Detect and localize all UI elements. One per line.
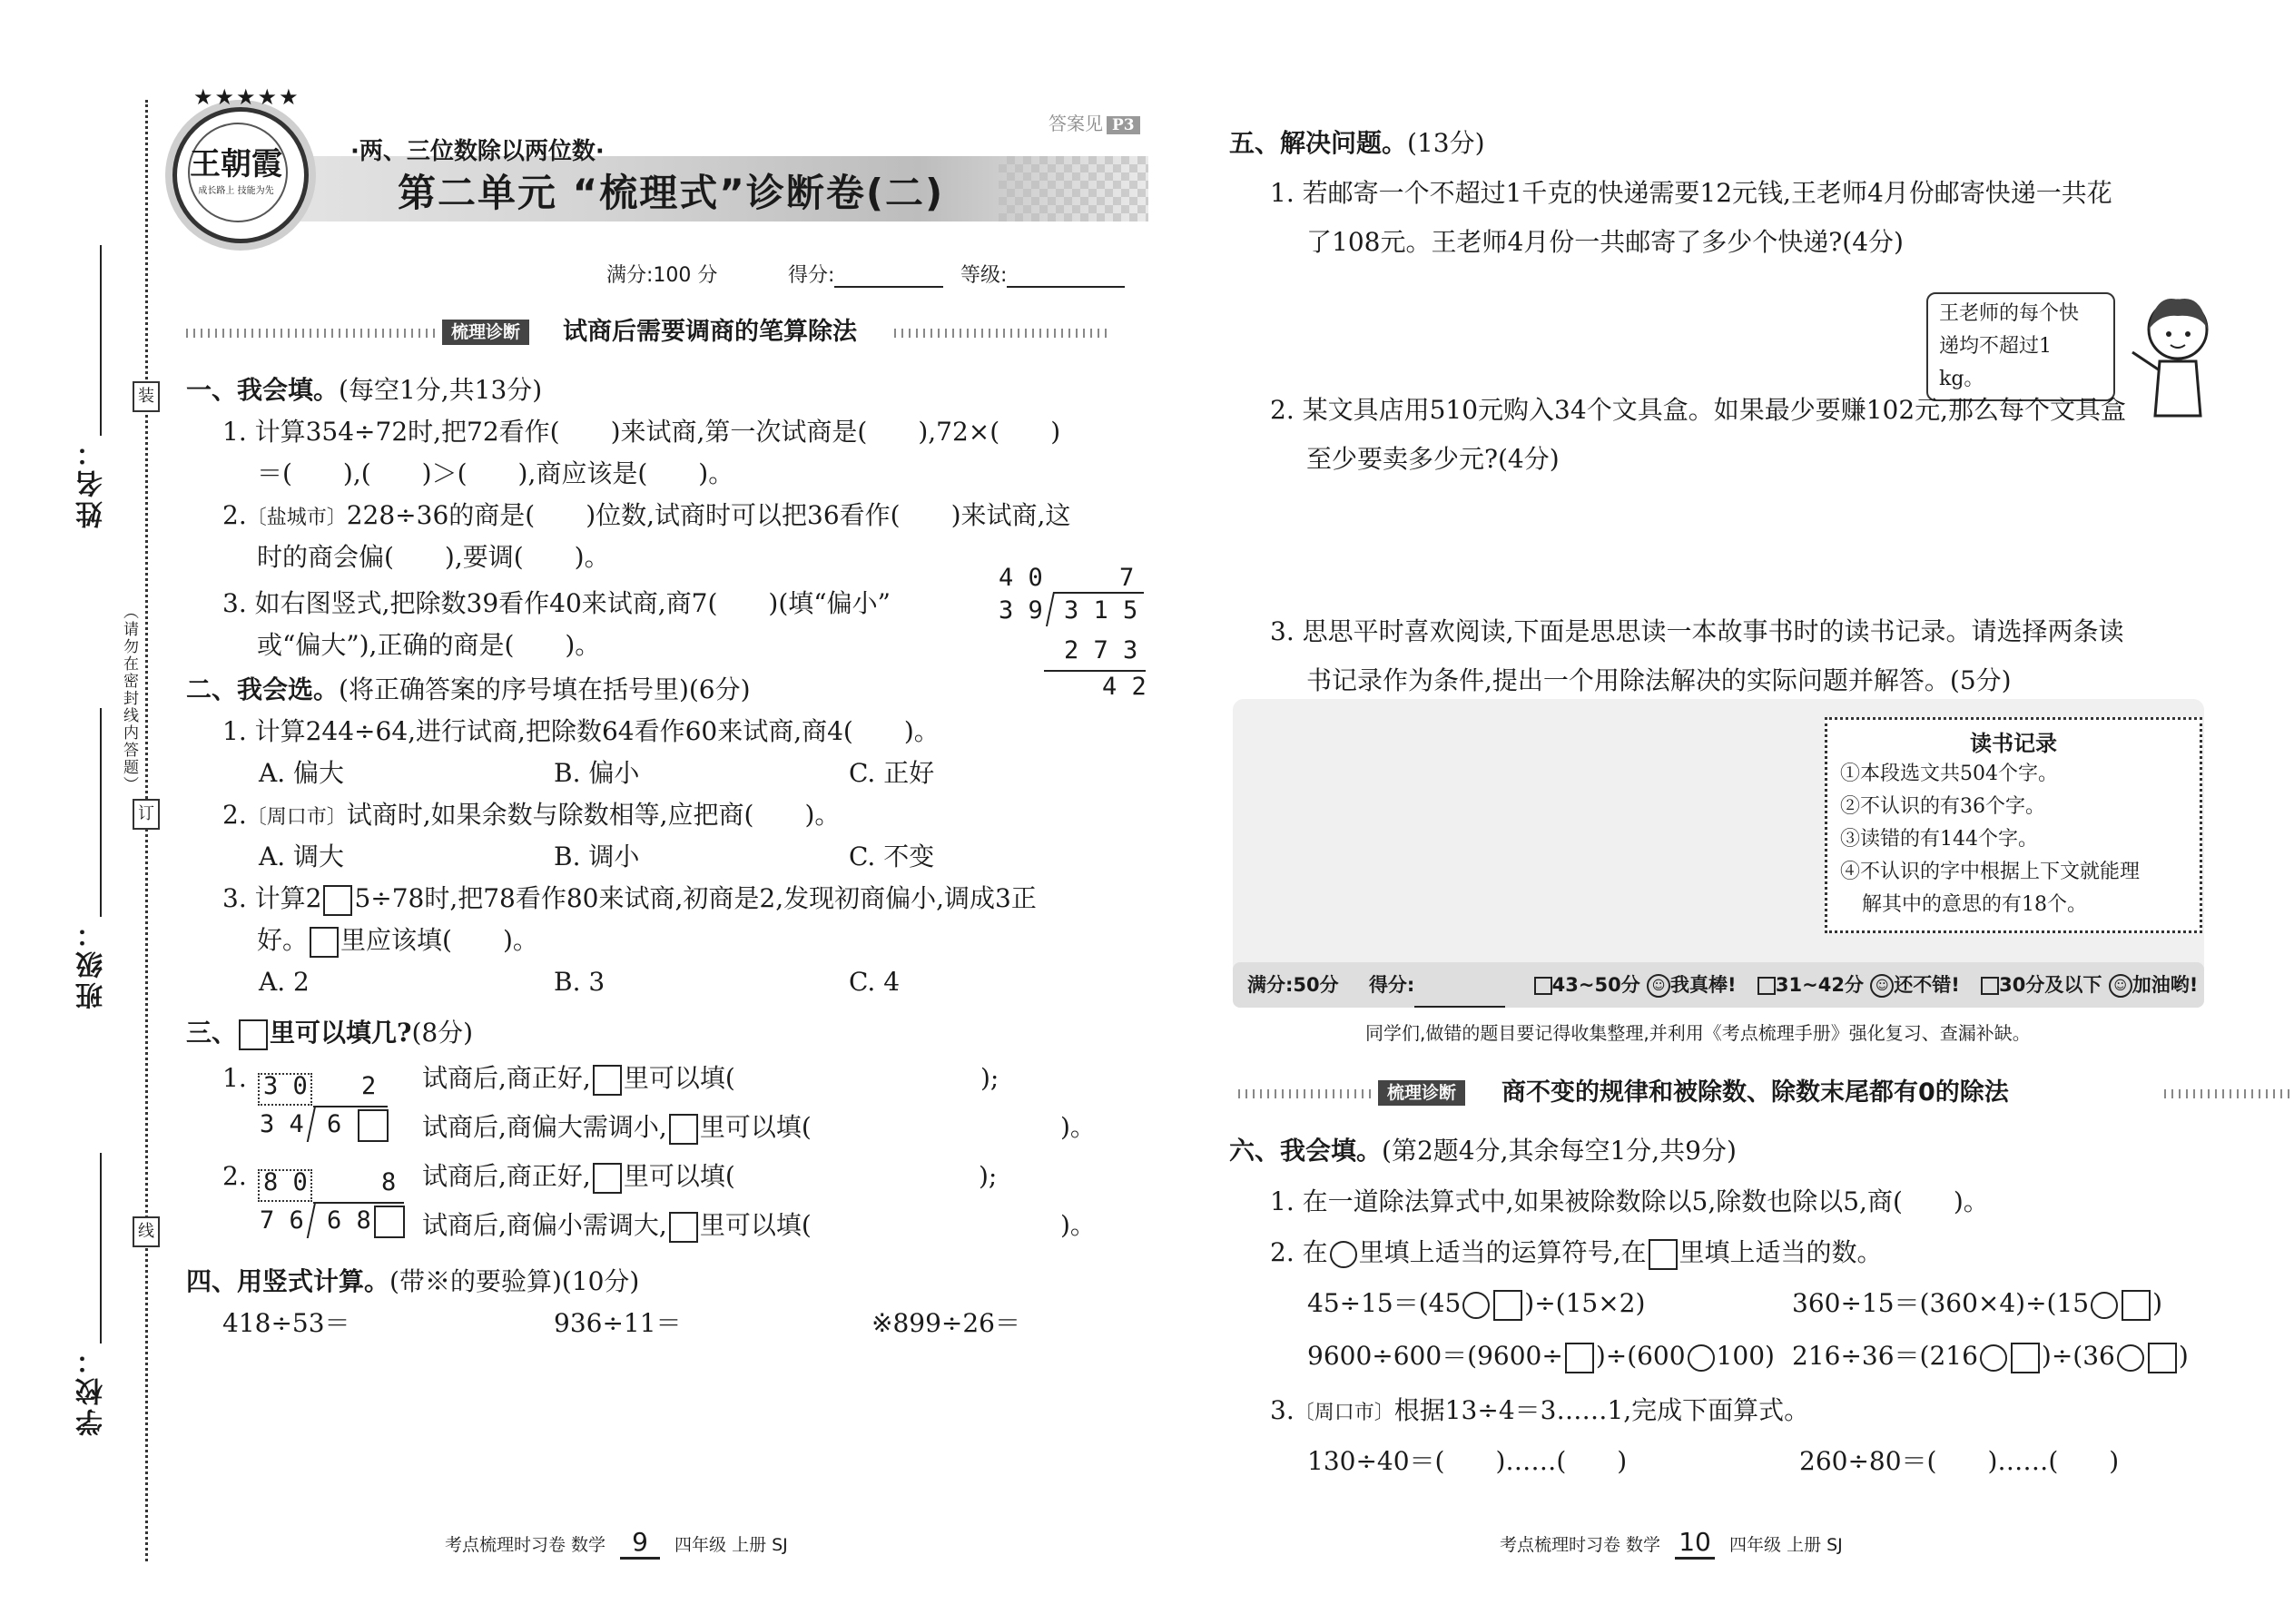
s2-q2-option-c[interactable]: C. 不变	[849, 842, 935, 871]
unit-subtitle: ·两、三位数除以两位数·	[350, 138, 605, 165]
eq-3: 9600÷600＝(9600÷ )÷(600 100)	[1307, 1338, 1775, 1374]
banner-tag: 梳理诊断	[442, 320, 529, 345]
self-score-bar: 满分:50分 得分: 43~50分 ☺ 我真棒! 31~42分 ☺ 还不错! 30分及以下 ☺ 加油哟!	[1233, 962, 2204, 1008]
s2-q3-option-b[interactable]: B. 3	[554, 967, 605, 997]
review-tip: 同学们,做错的题目要记得收集整理,并利用《考点梳理手册》强化复习、查漏补缺。	[1365, 1022, 2031, 1044]
number-box[interactable]	[1493, 1290, 1522, 1321]
page-number: 10	[1675, 1527, 1715, 1560]
record-title: 读书记录	[1970, 731, 2057, 756]
record-item: ①本段选文共504个字。	[1840, 763, 2058, 785]
s2-q1-option-c[interactable]: C. 正好	[849, 758, 935, 788]
s3-q1-trial: 3 0	[263, 1072, 308, 1100]
s1-q2-line2: 时的商会偏( ),要调( )。	[257, 542, 610, 572]
s3-q1-line1: 试商后,商正好, 里可以填(	[422, 1060, 735, 1097]
s5-q2-line2: 至少要卖多少元?(4分)	[1306, 444, 1560, 474]
banner-title: 商不变的规律和被除数、除数末尾都有0的除法	[1501, 1078, 2009, 1107]
s2-q2-option-b[interactable]: B. 调小	[554, 842, 640, 871]
record-item: 解其中的意思的有18个。	[1862, 893, 2087, 916]
full-score: 满分:100 分	[606, 264, 718, 287]
s5-q3-line2: 书记录作为条件,提出一个用除法解决的实际问题并解答。(5分)	[1306, 665, 2012, 695]
eq-1: 45÷15＝(45 )÷(15×2)	[1307, 1285, 1645, 1322]
blank-box	[1649, 1239, 1678, 1270]
section-1-heading: 一、我会填。(每空1分,共13分)	[186, 375, 543, 405]
seal-tab-zhuang: 装	[133, 381, 160, 412]
s5-q3-line1: 3. 思思平时喜欢阅读,下面是思思读一本故事书时的读书记录。请选择两条读	[1270, 616, 2124, 646]
calc-item-1: 418÷53＝	[222, 1308, 350, 1338]
school-field[interactable]	[100, 1153, 102, 1343]
s2-q3-option-a[interactable]: A. 2	[259, 967, 310, 997]
s6-q1: 1. 在一道除法算式中,如果被除数除以5,除数也除以5,商( )。	[1270, 1186, 1989, 1216]
ld-quotient: 7	[1119, 564, 1135, 592]
s3-q1-quotient: 2	[361, 1072, 377, 1100]
s1-q3-line1: 3. 如右图竖式,把除数39看作40来试商,商7( )(填“偏小”	[222, 588, 891, 618]
left-page: 装 订 线 （请勿在密封线内答题） 姓名： 班级： 学校： ★★★★★ 王朝霞 成长路上 技能为先 ·两、三位数除以两位数· 第二单元 “梳理式”诊断卷(二) 答案见 P3 满分:100 分 得分: 等级: 梳理诊断 试商后需要调商的笔算除法 一、我会填。(每空1分,共13分) 1. 计算354÷72时,把72看作( )来试商,第一次试商是( ),72×( ) ＝( ),( )＞( ),商应该是( )。 2.〔盐城市〕228÷36的商是( )位数,试商时可以把36看作( )来试商,这 时的商会偏( ),要调( )。 3. 如右图竖式,把除数39看作40来试商,商7( )(填“偏小” 或“偏大”),正确的商是( )。 4 0 7 3 9 3 1 5 2 7 3 4 2 二、我会选。(将正确答案的序号填在括号里)(6分) 1. 计算244÷64,进行试商,把除数64看作60来试商,商4( )。 A. 偏大 B. 偏小 C. 正好 2.〔周口市〕试商时,如果余数与除数相等,应把商( )。 A. 调大 B. 调小 C. 不变 3. 计算2 5÷78时,把78看作80来试商,初商是2,发现初商偏小,调成3正 好。 里应该填( )。 A. 2 B. 3 C. 4 三、 里可以填几?(8分) 1. 3 0 2 3 4 6 试商后,商正好, 里可以填( ); 试商后,商偏大需调小, 里可以填( )。 2. 8 0 8 7 6 6 8 试商后,商正好, 里可以填( ); 试商后,商偏小需调大, 里可以填( )。 四、用竖式计算。(带※的要验算)(10分) 418÷53＝ 936÷11＝ ※899÷26＝ 考点梳理时习卷 数学 9 四年级 上册 SJ	[0, 0, 1147, 1624]
score-field[interactable]: 得分:	[788, 260, 943, 288]
s3-q1-number: 1.	[222, 1063, 247, 1093]
eq-2: 360÷15＝(360×4)÷(15 )	[1792, 1285, 2162, 1322]
s2-q3-option-c[interactable]: C. 4	[849, 967, 901, 997]
answer-reference: 答案见 P3	[1049, 109, 1140, 135]
section-banner	[186, 316, 1148, 349]
s3-q2-dividend: 6 8	[327, 1206, 371, 1235]
calc-item-3: ※899÷26＝	[871, 1308, 1020, 1338]
smile-icon: ☺	[1870, 974, 1894, 998]
calc-item-2: 936÷11＝	[554, 1308, 682, 1338]
s2-q2: 2.〔周口市〕试商时,如果余数与除数相等,应把商( )。	[222, 800, 841, 830]
s6-q3: 3.〔周口市〕根据13÷4＝3……1,完成下面算式。	[1270, 1395, 1810, 1425]
school-label: 学校：	[76, 1343, 108, 1436]
seal-note: （请勿在密封线内答题）	[120, 604, 138, 793]
s6-q3-eq2: 260÷80＝( )……( )	[1799, 1446, 2120, 1476]
banner-tag: 梳理诊断	[1378, 1080, 1465, 1106]
ld-dividend: 3 1 5	[1064, 596, 1138, 625]
operator-circle[interactable]	[2117, 1344, 2144, 1372]
blank-box[interactable]	[323, 885, 352, 916]
record-list	[1840, 758, 2140, 921]
header-pattern	[999, 156, 1148, 221]
seal-line	[145, 100, 148, 1561]
s1-q1-line2: ＝( ),( )＞( ),商应该是( )。	[257, 458, 734, 488]
number-box[interactable]	[2148, 1343, 2177, 1373]
section-5-heading: 五、解决问题。(13分)	[1229, 128, 1485, 158]
s2-q1-option-b[interactable]: B. 偏小	[554, 758, 640, 788]
number-box[interactable]	[2122, 1290, 2151, 1321]
ld-bracket	[1046, 592, 1055, 626]
s2-q3-line1: 3. 计算2 5÷78时,把78看作80来试商,初商是2,发现初商偏小,调成3正	[222, 881, 1037, 917]
name-label: 姓名：	[76, 436, 108, 528]
s2-q1-option-a[interactable]: A. 偏大	[259, 758, 345, 788]
section-banner-2	[1238, 1077, 2191, 1109]
name-field[interactable]	[100, 245, 102, 436]
s2-q1: 1. 计算244÷64,进行试商,把除数64看作60来试商,商4( )。	[222, 716, 940, 746]
s6-q3-eq1: 130÷40＝( )……( )	[1307, 1446, 1628, 1476]
checkbox[interactable]	[1981, 977, 1999, 995]
s3-q2-number: 2.	[222, 1161, 247, 1191]
footer-right: 考点梳理时习卷 数学 10 四年级 上册 SJ	[1500, 1527, 1843, 1560]
s3-q2-divisor: 7 6	[260, 1206, 304, 1235]
s6-q2: 2. 在 里填上适当的运算符号,在 里填上适当的数。	[1270, 1235, 1883, 1271]
page-title: 第二单元 “梳理式”诊断卷(二)	[398, 171, 945, 215]
smile-icon: ☺	[1647, 974, 1670, 998]
ld-product: 2 7 3	[1064, 636, 1138, 664]
section-4-heading: 四、用竖式计算。(带※的要验算)(10分)	[186, 1266, 640, 1296]
blank-box	[593, 1163, 622, 1194]
stars-icon: ★★★★★	[193, 84, 300, 110]
s3-q1-divisor: 3 4	[260, 1110, 304, 1138]
s5-q1-line1: 1. 若邮寄一个不超过1千克的快递需要12元钱,王老师4月份邮寄快递一共花	[1270, 178, 2112, 208]
blank-box	[669, 1212, 698, 1243]
footer-left: 考点梳理时习卷 数学 9 四年级 上册 SJ	[445, 1527, 788, 1560]
operator-circle[interactable]	[2091, 1292, 2118, 1319]
s3-q1-dividend: 6	[327, 1110, 342, 1138]
smile-icon: ☺	[2109, 974, 2132, 998]
operator-circle[interactable]	[1980, 1344, 2007, 1372]
s1-q1-line1: 1. 计算354÷72时,把72看作( )来试商,第一次试商是( ),72×( )	[222, 417, 1061, 447]
record-item: ②不认识的有36个字。	[1840, 795, 2045, 818]
reading-record-card	[1825, 717, 2202, 933]
right-page	[1147, 0, 2294, 1624]
grade-field[interactable]: 等级:	[960, 260, 1125, 288]
checkbox[interactable]	[1534, 977, 1552, 995]
circle-blank	[1330, 1241, 1357, 1268]
ld-divisor: 3 9	[999, 596, 1043, 625]
eq-4: 216÷36＝(216 )÷(36 )	[1792, 1338, 2189, 1374]
record-item: ④不认识的字中根据上下文就能理	[1840, 861, 2141, 883]
s1-q2-line1: 2.〔盐城市〕228÷36的商是( )位数,试商时可以把36看作( )来试商,这	[222, 500, 1071, 530]
s2-q3-line2: 好。 里应该填( )。	[257, 922, 538, 959]
section-2-heading: 二、我会选。(将正确答案的序号填在括号里)(6分)	[186, 674, 751, 704]
checkbox[interactable]	[1757, 977, 1776, 995]
s5-q2-line1: 2. 某文具店用510元购入34个文具盒。如果最少要赚102元,那么每个文具盒	[1270, 395, 2127, 425]
operator-circle[interactable]	[1688, 1344, 1715, 1372]
section-3-heading: 三、 里可以填几?(8分)	[186, 1015, 473, 1051]
section-6-heading: 六、我会填。(第2题4分,其余每空1分,共9分)	[1229, 1136, 1737, 1166]
number-box[interactable]	[2011, 1343, 2040, 1373]
blank-box[interactable]	[310, 927, 339, 958]
s3-q2-line2: 试商后,商偏小需调大, 里可以填(	[422, 1207, 812, 1244]
s3-q2-line1: 试商后,商正好, 里可以填(	[422, 1158, 735, 1195]
brand-logo: ★★★★★ 王朝霞 成长路上 技能为先	[172, 107, 309, 243]
s2-q2-option-a[interactable]: A. 调大	[259, 842, 345, 871]
number-box[interactable]	[1565, 1343, 1594, 1373]
s3-q2-trial: 8 0	[263, 1168, 308, 1196]
record-item: ③读错的有144个字。	[1840, 828, 2038, 851]
blank-box	[669, 1114, 698, 1145]
seal-tab-ding: 订	[133, 799, 160, 830]
banner-title: 试商后需要调商的笔算除法	[563, 318, 857, 346]
ld-trial-label: 4 0	[999, 564, 1043, 592]
s3-q1-digit-box[interactable]	[358, 1109, 389, 1142]
s5-q1-line2: 了108元。王老师4月份一共邮寄了多少个快递?(4分)	[1306, 227, 1904, 257]
girl-icon	[2128, 289, 2228, 425]
seal-tab-xian: 线	[133, 1216, 160, 1247]
blank-box	[239, 1019, 268, 1050]
class-field[interactable]	[100, 708, 102, 917]
s3-q2-quotient: 8	[381, 1168, 397, 1196]
operator-circle[interactable]	[1462, 1292, 1490, 1319]
s1-q3-line2: 或“偏大”),正确的商是( )。	[257, 630, 601, 660]
blank-box	[593, 1065, 622, 1096]
hint-bubble: 王老师的每个快 递均不超过1 kg。	[1926, 292, 2115, 401]
page-number: 9	[620, 1527, 660, 1560]
s3-q2-digit-box[interactable]	[374, 1206, 405, 1238]
s3-q1-line2: 试商后,商偏大需调小, 里可以填(	[422, 1109, 812, 1146]
class-label: 班级：	[76, 917, 108, 1009]
ld-remainder: 4 2	[1102, 673, 1147, 701]
